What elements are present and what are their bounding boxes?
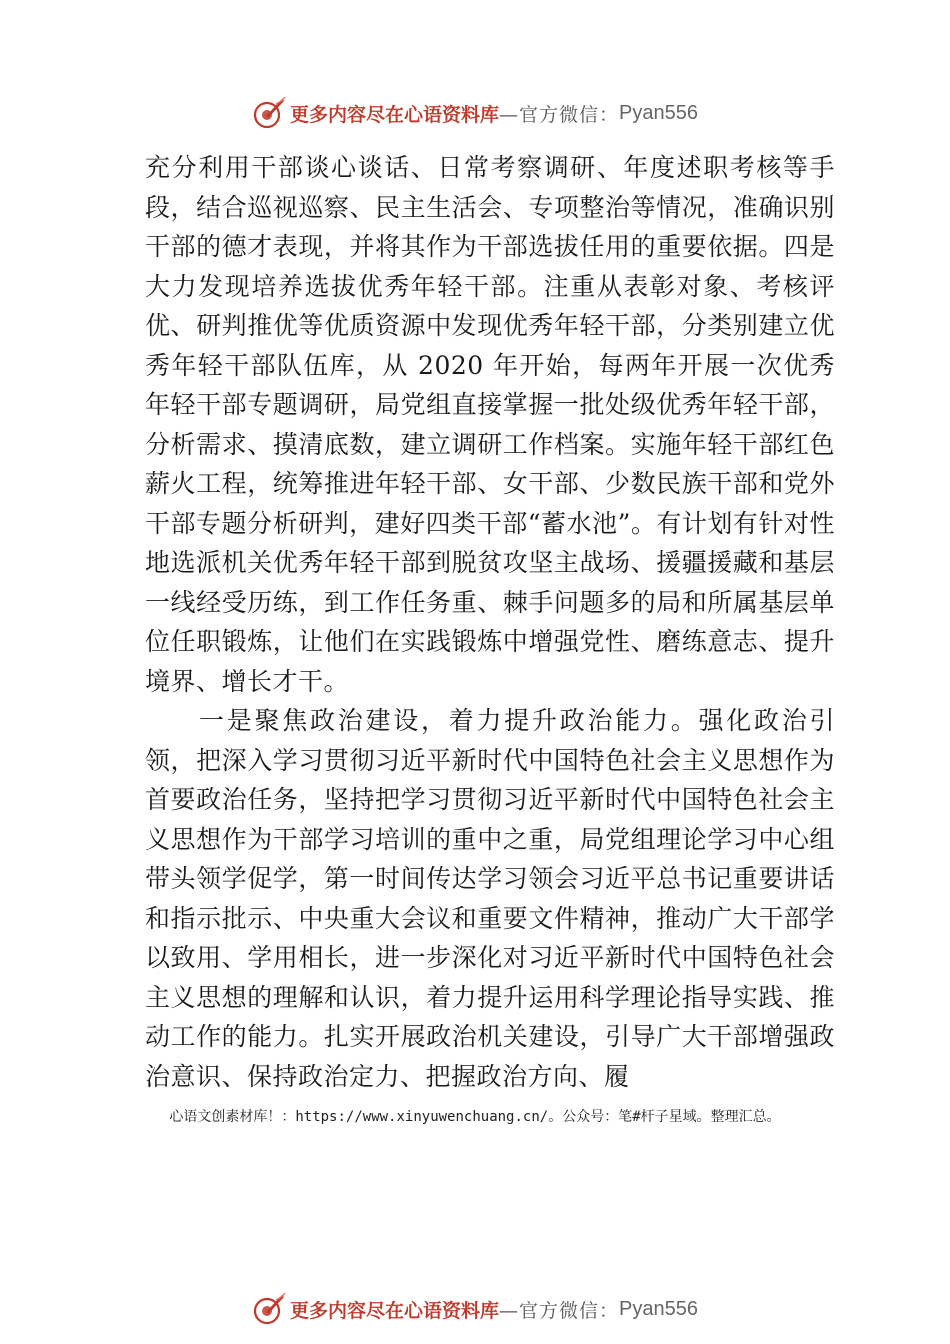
banner-wechat-id: Pyan556 bbox=[619, 101, 698, 124]
text-line: 大干部学以致用、学用相长，进一步深化对习近平新时代中 bbox=[145, 903, 835, 972]
text-line: 段，结合巡视巡察、民主生活会、专项整治等情况，准确识别 bbox=[145, 192, 835, 222]
text-line: 外干部专题分析研判，建好四类干部“蓄水池”。有计划有针 bbox=[145, 469, 835, 538]
text-line: 干部的德才表现，并将其作为干部选拔任用的重要依据。四 bbox=[145, 232, 810, 261]
text-line: 要讲话和指示批示、中央重大会议和重要文件精神，推动广 bbox=[145, 864, 835, 933]
text-line: 指导实践、推动工作的能力。扎实开展政治机关建设，引导 bbox=[145, 982, 835, 1051]
text-line: 和基层一线经受历练，到工作任务重、棘手问题多的局和所 bbox=[145, 548, 835, 617]
text-line: 心组带头领学促学，第一时间传达学习领会习近平总书记重 bbox=[145, 824, 835, 893]
banner-wechat-id: Pyan556 bbox=[619, 1297, 698, 1320]
text-line: 意志、提升境界、增长才干。 bbox=[145, 627, 835, 696]
paragraph-2 bbox=[145, 701, 835, 1096]
text-line: 评优、研判推优等优质资源中发现优秀年轻干部，分类别建 bbox=[145, 271, 835, 340]
text-line: 色薪火工程，统筹推进年轻干部、女干部、少数民族干部和党 bbox=[145, 429, 835, 498]
text-line: 属基层单位任职锻炼，让他们在实践锻炼中增强党性、磨练 bbox=[145, 587, 835, 656]
banner-title: 更多内容尽在心语资料库 bbox=[290, 103, 500, 126]
text-line: 充分利用干部谈心谈话、日常考察调研、年度述职考核等手 bbox=[145, 153, 835, 182]
text-line: 是大力发现培养选拔优秀年轻干部。注重从表彰对象、考核 bbox=[145, 232, 835, 301]
text-line: 分析需求、摸清底数，建立调研工作档案。实施年轻干部红 bbox=[145, 429, 810, 459]
document-body bbox=[145, 148, 835, 1096]
text-line: 立优秀年轻干部队伍库，从 2020 年开始，每两年开展一次优 bbox=[145, 311, 835, 380]
paragraph-1 bbox=[145, 148, 835, 701]
banner-wechat-label: —官方微信： bbox=[499, 103, 620, 126]
text-line: 把深入学习贯彻习近平新时代中国特色社会主义思想作为 bbox=[196, 745, 835, 775]
text-line: 首要政治任务，坚持把学习贯彻习近平新时代中国特色社会 bbox=[145, 785, 810, 814]
banner-wechat-label: —官方微信： bbox=[499, 1299, 620, 1322]
header-banner bbox=[0, 93, 950, 133]
text-line: 主义思想作为干部学习培训的重中之重，局党组理论学习中 bbox=[145, 785, 835, 854]
text-line: 一是聚焦政治建设，着力提升政治能力。强化政治引领， bbox=[145, 706, 835, 775]
quill-logo-icon bbox=[252, 96, 286, 130]
text-line: 秀年轻干部专题调研，局党组直接掌握一批处级优秀年轻干部， bbox=[145, 350, 835, 419]
text-line: 对性地选派机关优秀年轻干部到脱贫攻坚主战场、援疆援藏 bbox=[145, 508, 835, 577]
quill-logo-icon bbox=[252, 1292, 286, 1326]
text-line: 广大干部增强政治意识、保持政治定力、把握政治方向、履 bbox=[145, 1022, 835, 1091]
text-line: 国特色社会主义思想的理解和认识，着力提升运用科学理论 bbox=[145, 943, 835, 1012]
banner-title: 更多内容尽在心语资料库 bbox=[290, 1299, 500, 1322]
footer-banner bbox=[0, 1289, 950, 1329]
source-note: 心语文创素材库！：https://www.xinyuwenchuang.cn/。公众号：笔#杆子星域。整理汇总。 bbox=[169, 1109, 781, 1125]
